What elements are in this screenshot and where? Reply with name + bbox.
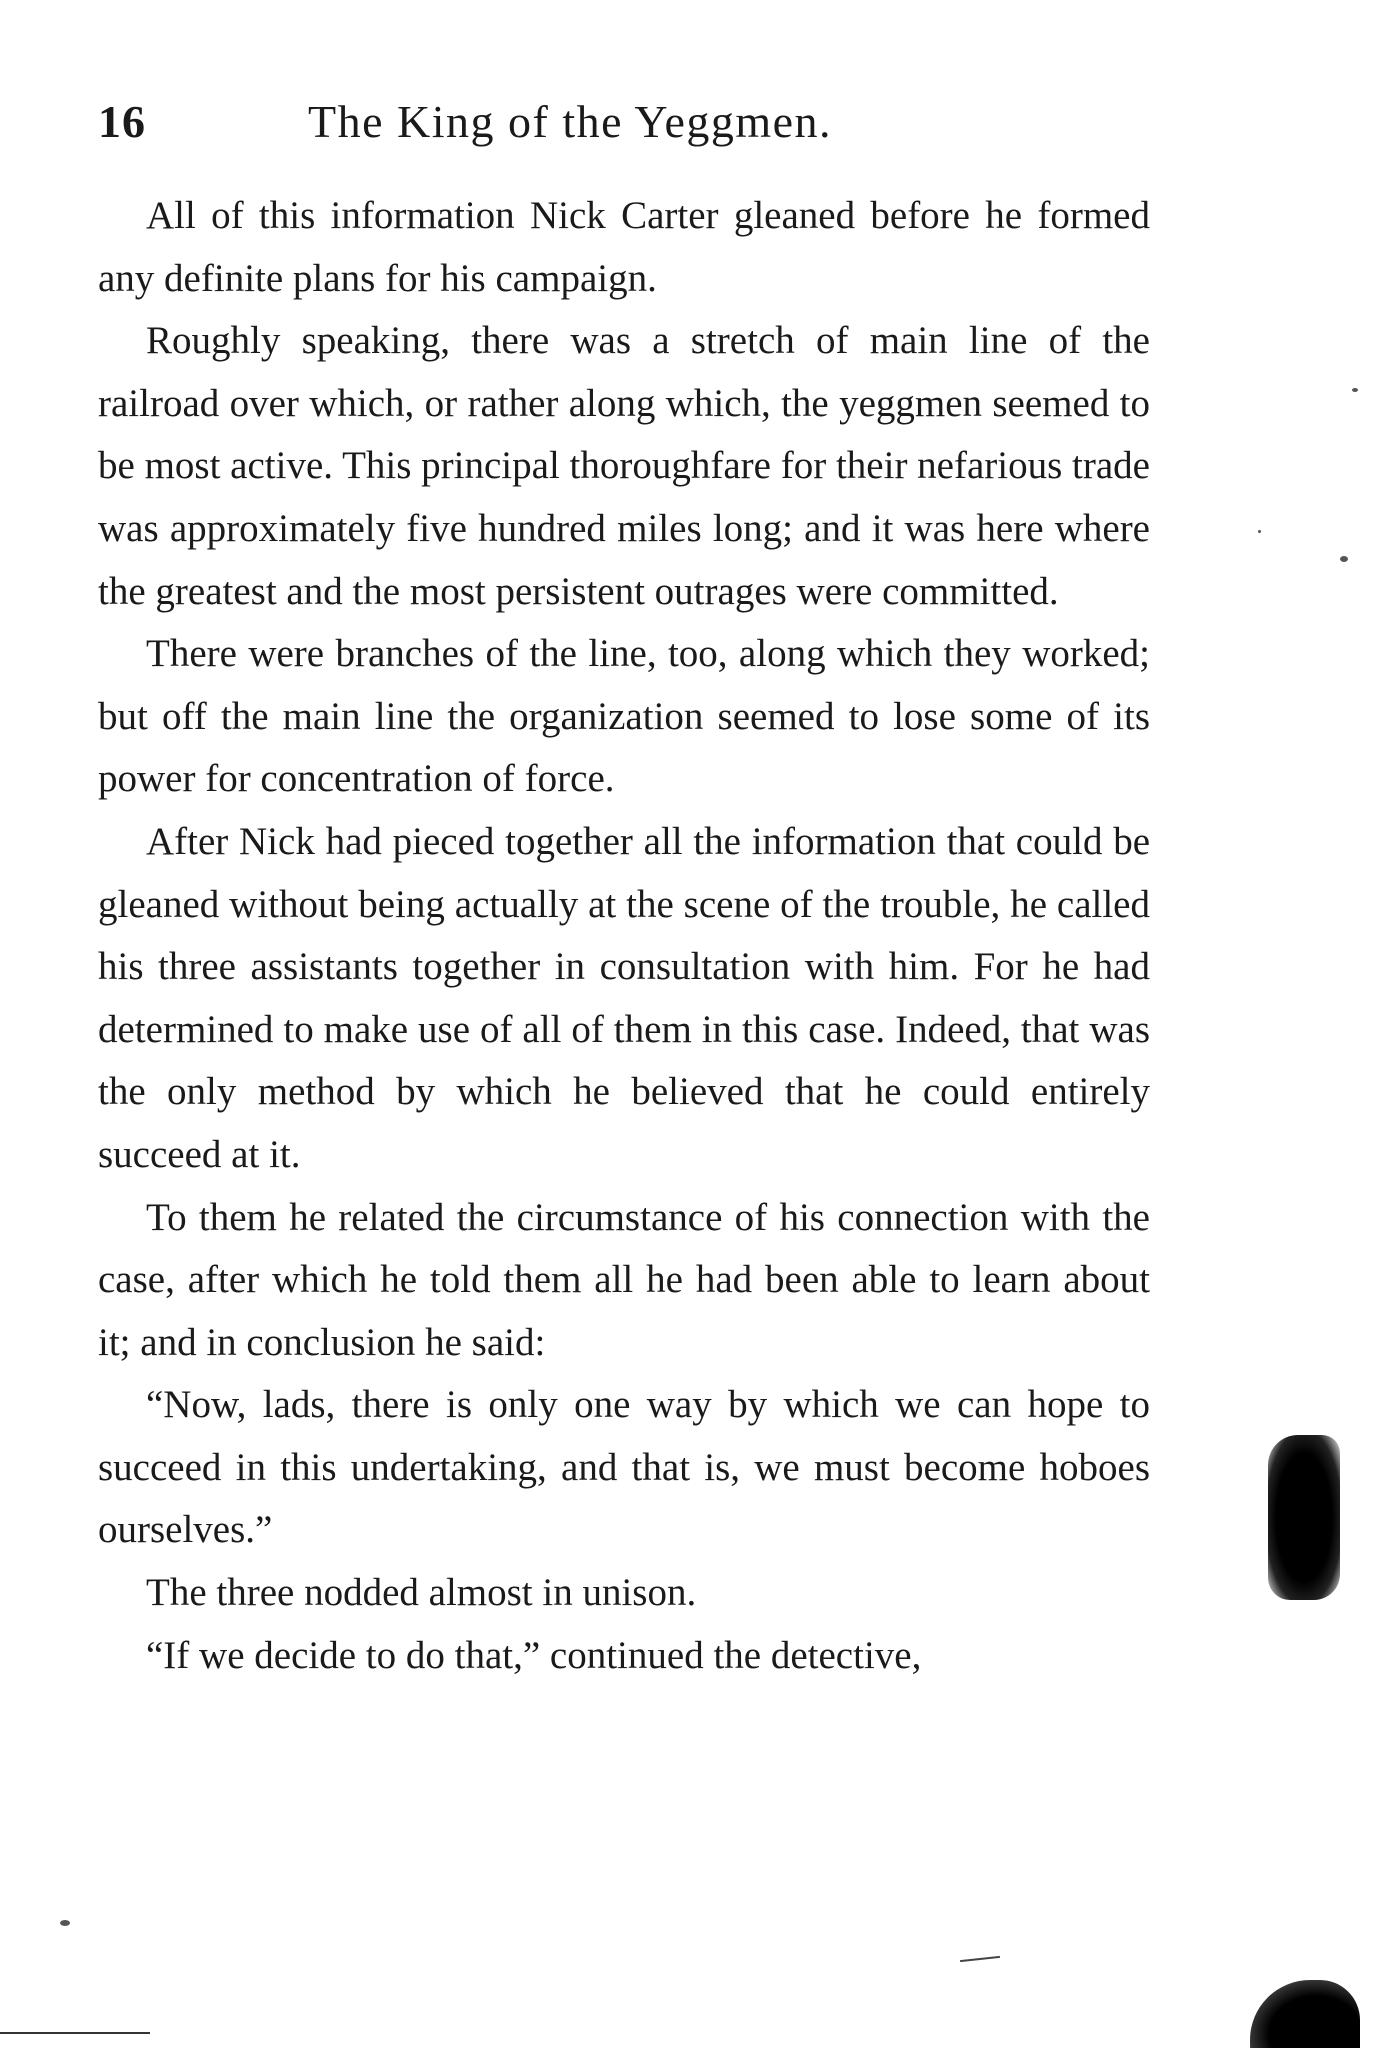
page-header: [98, 92, 1158, 152]
paragraph: Roughly speaking, there was a stretch of main line of the railroad over which, or rather along which, the yeggmen seemed to be most active. This principal thoroughfare for their nefarious trade was approximately five hundred miles long; and it was here where the greatest and the most persistent outrages were committed.: [98, 319, 1150, 613]
paragraph: After Nick had pieced together all the information that could be gleaned without being actually at the scene of the trouble, he called his three assistants together in consultation with him. For he had determined to make use of all of them in this case. Indeed, that was the only method by which he believed that he could entirely succeed at it.: [98, 819, 1150, 1176]
edge-line: [0, 2032, 150, 2034]
paragraph: To them he related the circumstance of his connection with the case, after which he told them all he had been able to learn about it; and in conclusion he said:: [98, 1195, 1150, 1364]
ink-smudge: [1268, 1435, 1340, 1600]
running-title: The King of the Yeggmen.: [308, 96, 833, 147]
speck: [1340, 556, 1348, 562]
stray-mark: [960, 1956, 1000, 1962]
page-number: 16: [98, 96, 146, 147]
paragraph: “Now, lads, there is only one way by which we can hope to succeed in this undertaking, and that is, we must become hoboes ourselves.”: [98, 1383, 1150, 1552]
paragraph: All of this information Nick Carter gleaned before he formed any definite plans for his campaign.: [98, 194, 1150, 300]
ink-smudge-corner: [1250, 1980, 1360, 2048]
speck: [60, 1920, 70, 1926]
paragraph: “If we decide to do that,” continued the detective,: [146, 1633, 922, 1677]
body-text: [98, 185, 1150, 1687]
paragraph: There were branches of the line, too, along which they worked; but off the main line the organization seemed to lose some of its power for concentration of force.: [98, 632, 1150, 801]
speck: [1258, 530, 1261, 533]
paragraph: The three nodded almost in unison.: [146, 1571, 697, 1615]
speck: [1352, 388, 1358, 392]
